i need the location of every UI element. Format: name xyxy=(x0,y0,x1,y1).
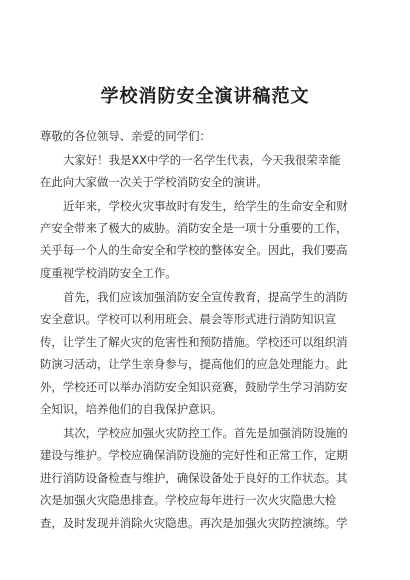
body-line: 其次，学校应加强火灾防控工作。首先是加强消防设施的 xyxy=(63,426,348,440)
salutation-line: 尊敬的各位领导、亲爱的同学们： xyxy=(40,129,211,143)
body-line: 防演习活动，让学生亲身参与，提高他们的应急处理能力。此 xyxy=(40,357,348,371)
body-line: 安全意识。学校可以利用班会、晨会等形式进行消防知识宣 xyxy=(40,312,337,326)
body-line: 外，学校还可以举办消防安全知识竞赛，鼓励学生学习消防安 xyxy=(40,380,348,394)
body-line: 关乎每一个人的生命安全和学校的整体安全。因此，我们要高 xyxy=(40,243,348,257)
body-line: 大家好！我是XX中学的一名学生代表，今天我很荣幸能 xyxy=(63,153,341,167)
body-line: 首先，我们应该加强消防安全宣传教育，提高学生的消防 xyxy=(63,290,348,304)
body-line: 次是加强火灾隐患排查。学校应每年进行一次火灾隐患大检 xyxy=(40,493,337,507)
body-line: 产安全带来了极大的威胁。消防安全是一项十分重要的工作， xyxy=(40,221,348,235)
body-line: 在此向大家做一次关于学校消防安全的演讲。 xyxy=(40,175,268,189)
body-line: 进行消防设备检查与维护，确保设备处于良好的工作状态。其 xyxy=(40,471,348,485)
body-line: 建设与维护。学校应确保消防设施的完好性和正常工作，定期 xyxy=(40,448,348,462)
body-line: 近年来，学校火灾事故时有发生，给学生的生命安全和财 xyxy=(63,199,348,213)
body-line: 查，及时发现并消除火灾隐患。再次是加强火灾防控演练。学 xyxy=(40,516,348,530)
body-line: 度重视学校消防安全工作。 xyxy=(40,266,177,280)
body-line: 全知识，培养他们的自我保护意识。 xyxy=(40,402,223,416)
document-title: 学校消防安全演讲稿范文 xyxy=(100,86,310,107)
body-line: 传，让学生了解火灾的危害性和预防措施。学校还可以组织消 xyxy=(40,335,348,349)
